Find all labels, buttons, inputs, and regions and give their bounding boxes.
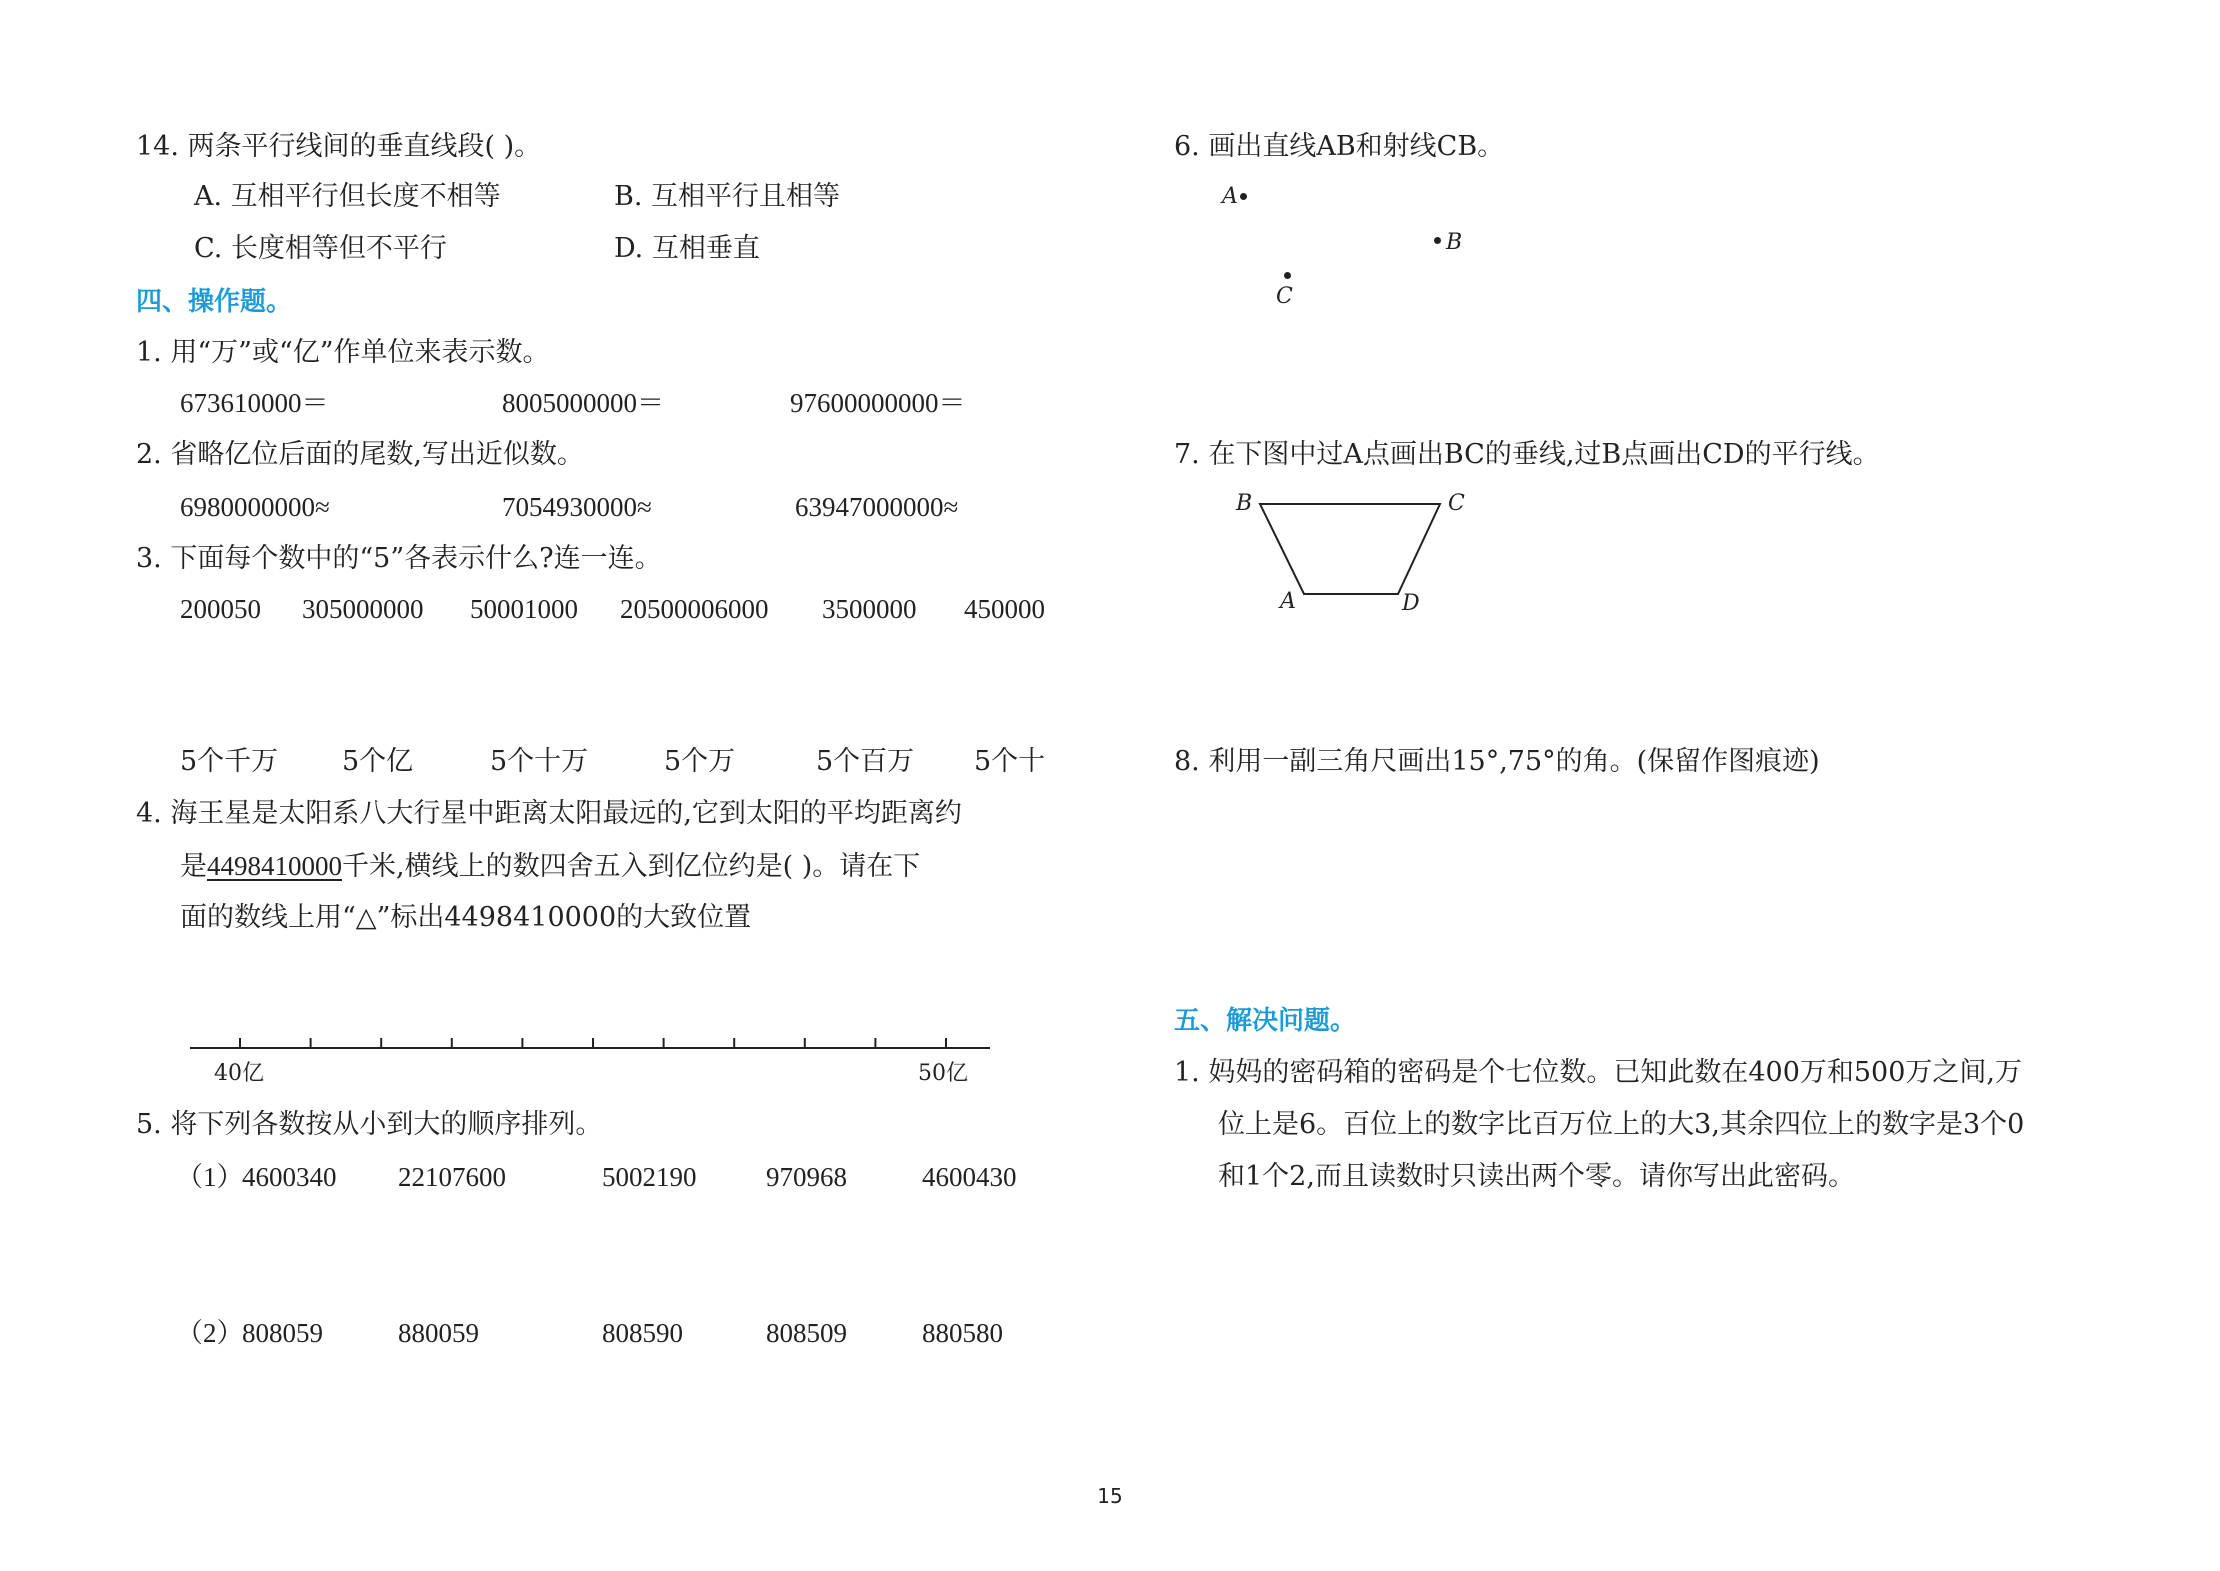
q14-option-c: C. 长度相等但不平行 [194, 233, 447, 264]
op1-item-3: 97600000000＝ [790, 388, 966, 418]
vertex-b-label: B [1236, 491, 1253, 516]
op7-stem: 7. 在下图中过A点画出BC的垂线,过B点画出CD的平行线。 [1174, 439, 1880, 470]
section-5-heading: 五、解决问题。 [1174, 1006, 1357, 1036]
op1-item-2: 8005000000＝ [502, 388, 664, 418]
op3-meaning-2: 5个亿 [342, 746, 414, 777]
q14-option-d: D. 互相垂直 [614, 233, 760, 264]
op3-meaning-5: 5个百万 [816, 746, 915, 777]
point-b-label: B [1446, 230, 1463, 255]
right-column [1110, 0, 2220, 1571]
op6-stem: 6. 画出直线AB和射线CB。 [1174, 131, 1505, 162]
number-line [190, 1030, 1010, 1090]
point-b-dot [1434, 237, 1441, 244]
op5-group1-item: 5002190 [602, 1162, 697, 1192]
op3-meaning-3: 5个十万 [490, 746, 589, 777]
q14-stem: 14. 两条平行线间的垂直线段( )。 [136, 131, 542, 162]
number-line-ticks [240, 1038, 946, 1048]
q14-option-a: A. 互相平行但长度不相等 [194, 181, 501, 212]
trapezoid-figure [1210, 480, 1540, 620]
section-4-heading: 四、操作题。 [136, 287, 293, 317]
op1-item-1: 673610000＝ [180, 388, 329, 418]
page-number: 15 [1097, 1484, 1123, 1508]
number-line-start-label: 40亿 [214, 1061, 264, 1086]
op2-stem: 2. 省略亿位后面的尾数,写出近似数。 [136, 439, 584, 470]
op3-number-5: 3500000 [822, 594, 917, 624]
q14-option-b: B. 互相平行且相等 [614, 181, 841, 212]
point-a-label: A [1222, 184, 1238, 209]
vertex-d-label: D [1402, 591, 1420, 616]
op2-item-3: 63947000000≈ [795, 492, 959, 522]
op3-meaning-4: 5个万 [664, 746, 736, 777]
point-c-dot [1284, 272, 1291, 279]
op3-number-2: 305000000 [302, 594, 424, 624]
op3-stem: 3. 下面每个数中的“5”各表示什么?连一连。 [136, 543, 662, 574]
op2-item-1: 6980000000≈ [180, 492, 330, 522]
number-line-end-label: 50亿 [918, 1061, 968, 1086]
vertex-a-label: A [1280, 589, 1296, 614]
prob1-line-3: 和1个2,而且读数时只读出两个零。请你写出此密码。 [1218, 1161, 1855, 1192]
op4-line-1: 4. 海王星是太阳系八大行星中距离太阳最远的,它到太阳的平均距离约 [136, 798, 962, 829]
op4-line-2-suffix: 千米,横线上的数四舍五入到亿位约是( )。请在下 [342, 851, 921, 882]
op5-group2-item: 880580 [922, 1318, 1003, 1348]
op8-stem: 8. 利用一副三角尺画出15°,75°的角。(保留作图痕迹) [1174, 746, 1820, 777]
op4-line-2-prefix: 是 [180, 851, 207, 882]
op5-group1-item: 22107600 [398, 1162, 506, 1192]
op5-group2-label: （2） [176, 1318, 244, 1348]
op5-group2-item: 880059 [398, 1318, 479, 1348]
op3-number-1: 200050 [180, 594, 261, 624]
vertex-c-label: C [1448, 491, 1465, 516]
trapezoid-shape [1260, 504, 1440, 594]
op5-group1-item: 4600340 [242, 1162, 337, 1192]
point-c-label: C [1276, 284, 1293, 309]
op5-stem: 5. 将下列各数按从小到大的顺序排列。 [136, 1109, 603, 1140]
op3-meaning-1: 5个千万 [180, 746, 279, 777]
op3-number-3: 50001000 [470, 594, 578, 624]
prob1-line-2: 位上是6。百位上的数字比百万位上的大3,其余四位上的数字是3个0 [1218, 1109, 2025, 1140]
op3-number-4: 20500006000 [620, 594, 769, 624]
op3-number-6: 450000 [964, 594, 1045, 624]
prob1-line-1: 1. 妈妈的密码箱的密码是个七位数。已知此数在400万和500万之间,万 [1174, 1057, 2022, 1088]
op4-line-3: 面的数线上用“△”标出4498410000的大致位置 [180, 902, 752, 933]
op5-group1-item: 4600430 [922, 1162, 1017, 1192]
op5-group2-item: 808590 [602, 1318, 683, 1348]
op5-group1-label: （1） [176, 1162, 244, 1192]
op2-item-2: 7054930000≈ [502, 492, 652, 522]
op5-group2-item: 808509 [766, 1318, 847, 1348]
op3-meaning-6: 5个十 [974, 746, 1046, 777]
op5-group1-item: 970968 [766, 1162, 847, 1192]
point-a-dot [1240, 193, 1247, 200]
op5-group2-item: 808059 [242, 1318, 323, 1348]
op1-stem: 1. 用“万”或“亿”作单位来表示数。 [136, 337, 550, 368]
op4-underlined-number: 4498410000 [207, 851, 342, 881]
op4-line-2 [180, 849, 920, 884]
